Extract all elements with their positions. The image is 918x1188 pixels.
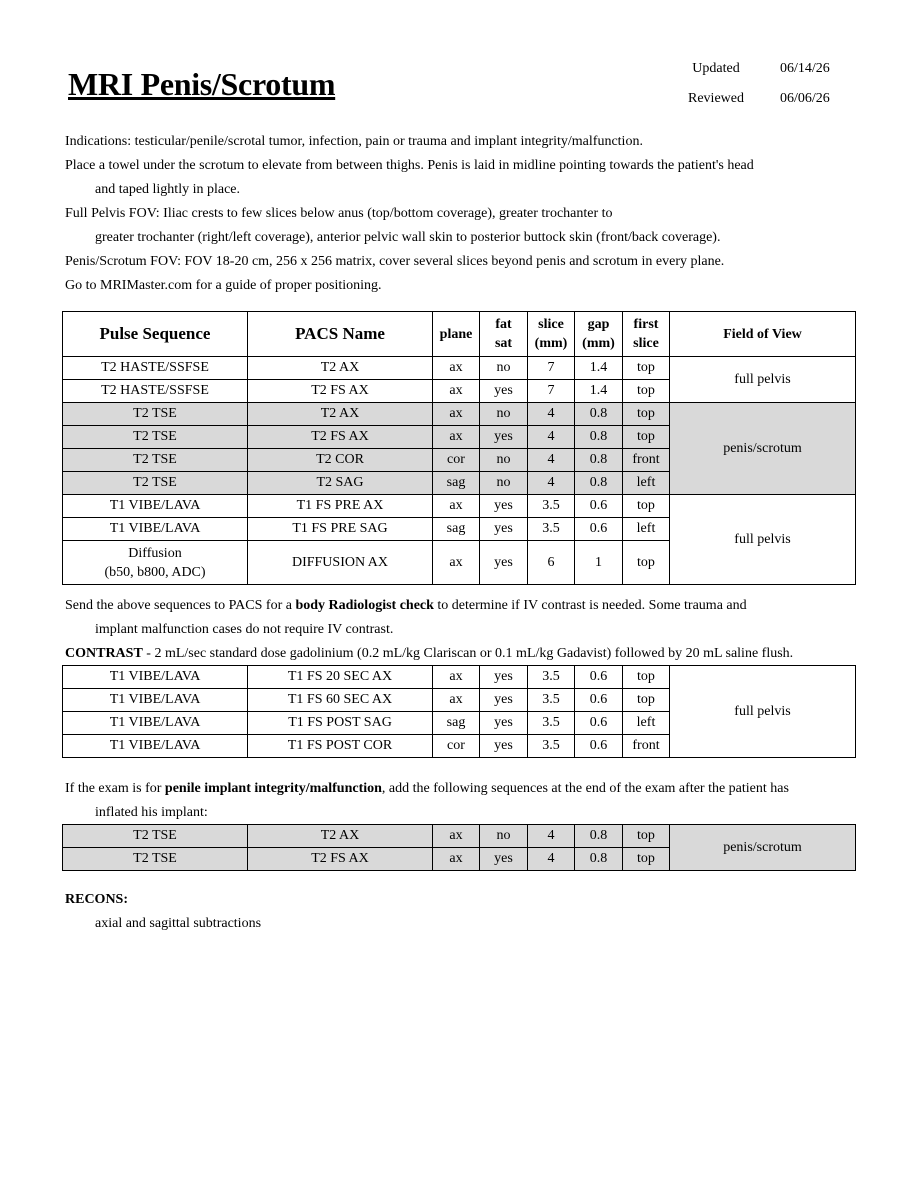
plane-cell: sag bbox=[433, 472, 480, 495]
positioning-text: Place a towel under the scrotum to elevate from between thighs. Penis is laid in midline pointing towards the patient's head bbox=[65, 158, 754, 173]
note1-line1 bbox=[65, 594, 855, 618]
pacs-cell: T1 FS POST SAG bbox=[248, 712, 433, 735]
table-row bbox=[63, 825, 856, 848]
fov-cell: penis/scrotum bbox=[670, 403, 856, 495]
reviewed-value: 06/06/26 bbox=[780, 91, 830, 106]
gap-cell: 0.8 bbox=[575, 472, 623, 495]
slice-cell: 3.5 bbox=[528, 735, 575, 758]
pacs-cell: T2 COR bbox=[248, 449, 433, 472]
first-slice-cell: front bbox=[623, 735, 670, 758]
note2-bold: penile implant integrity/malfunction bbox=[164, 781, 382, 796]
gap-cell: 0.8 bbox=[575, 449, 623, 472]
fat-sat-cell: yes bbox=[480, 712, 528, 735]
pulse-cell: T2 TSE bbox=[63, 472, 248, 495]
plane-cell: ax bbox=[433, 541, 480, 585]
first-slice-cell: top bbox=[623, 848, 670, 871]
table-row bbox=[63, 666, 856, 689]
contrast-text: - 2 mL/sec standard dose gadolinium (0.2 mL/kg Clariscan or 0.1 mL/kg Gadavist) followed by 20 mL saline flush. bbox=[142, 646, 794, 661]
gap-cell: 0.8 bbox=[575, 848, 623, 871]
header-gap bbox=[575, 312, 623, 357]
pulse-cell: T1 VIBE/LAVA bbox=[63, 689, 248, 712]
gap-cell: 0.6 bbox=[575, 689, 623, 712]
note1-bold: body Radiologist check bbox=[295, 598, 434, 613]
header-fat-sat-1: fat bbox=[495, 317, 512, 332]
header-slice-2: (mm) bbox=[534, 336, 568, 351]
first-slice-cell: top bbox=[623, 403, 670, 426]
header-pulse-sequence: Pulse Sequence bbox=[63, 312, 248, 357]
pacs-cell: T1 FS 20 SEC AX bbox=[248, 666, 433, 689]
note1-pre: Send the above sequences to PACS for a bbox=[65, 598, 296, 613]
table-header-row bbox=[63, 312, 856, 357]
slice-cell: 4 bbox=[528, 426, 575, 449]
intro-section bbox=[65, 130, 865, 298]
fat-sat-cell: yes bbox=[480, 541, 528, 585]
table-row bbox=[63, 495, 856, 518]
positioning-text-cont: and taped lightly in place. bbox=[95, 182, 241, 197]
pacs-cell: T2 AX bbox=[248, 403, 433, 426]
gap-cell: 0.6 bbox=[575, 712, 623, 735]
implant-note bbox=[65, 777, 855, 825]
note2-pre: If the exam is for bbox=[65, 781, 165, 796]
gap-cell: 1.4 bbox=[575, 380, 623, 403]
slice-cell: 4 bbox=[528, 472, 575, 495]
header-first-2: slice bbox=[633, 336, 659, 351]
contrast-label: CONTRAST bbox=[65, 646, 143, 661]
page-title: MRI Penis/Scrotum bbox=[68, 66, 336, 102]
gap-cell: 0.6 bbox=[575, 495, 623, 518]
plane-cell: ax bbox=[433, 689, 480, 712]
fat-sat-cell: yes bbox=[480, 495, 528, 518]
note2-post: , add the following sequences at the end of the exam after the patient has bbox=[381, 781, 789, 796]
fov-cell: penis/scrotum bbox=[670, 825, 856, 871]
note2-line2: inflated his implant: bbox=[95, 805, 208, 820]
pacs-cell: T2 AX bbox=[248, 825, 433, 848]
first-slice-cell: top bbox=[623, 426, 670, 449]
fat-sat-cell: no bbox=[480, 825, 528, 848]
fat-sat-cell: yes bbox=[480, 380, 528, 403]
note1-line2: implant malfunction cases do not require IV contrast. bbox=[95, 622, 394, 637]
pulse-cell: T2 HASTE/SSFSE bbox=[63, 380, 248, 403]
pacs-cell: T2 SAG bbox=[248, 472, 433, 495]
first-slice-cell: top bbox=[623, 495, 670, 518]
full-pelvis-fov-text: Full Pelvis FOV: Iliac crests to few slices below anus (top/bottom coverage), greater trochanter to bbox=[65, 206, 613, 221]
pacs-cell: T1 FS 60 SEC AX bbox=[248, 689, 433, 712]
plane-cell: ax bbox=[433, 495, 480, 518]
gap-cell: 0.6 bbox=[575, 735, 623, 758]
fat-sat-cell: yes bbox=[480, 666, 528, 689]
fat-sat-cell: no bbox=[480, 449, 528, 472]
fat-sat-cell: yes bbox=[480, 689, 528, 712]
pacs-cell: T2 FS AX bbox=[248, 426, 433, 449]
slice-cell: 3.5 bbox=[528, 689, 575, 712]
header-first-1: first bbox=[633, 317, 659, 332]
implant-sequence-table bbox=[62, 824, 856, 871]
full-pelvis-fov-text-cont: greater trochanter (right/left coverage), anterior pelvic wall skin to posterior buttock skin (front/back coverage). bbox=[95, 230, 721, 245]
pacs-cell: T1 FS PRE SAG bbox=[248, 518, 433, 541]
pulse-cell: T1 VIBE/LAVA bbox=[63, 712, 248, 735]
pulse-cell: T1 VIBE/LAVA bbox=[63, 495, 248, 518]
header-field-of-view: Field of View bbox=[670, 312, 856, 357]
pulse-cell: T2 TSE bbox=[63, 449, 248, 472]
updated-row bbox=[670, 61, 850, 91]
slice-cell: 3.5 bbox=[528, 666, 575, 689]
pacs-cell: T1 FS PRE AX bbox=[248, 495, 433, 518]
fat-sat-cell: yes bbox=[480, 848, 528, 871]
fov-cell: full pelvis bbox=[670, 357, 856, 403]
pacs-cell: T2 AX bbox=[248, 357, 433, 380]
plane-cell: ax bbox=[433, 380, 480, 403]
updated-value: 06/14/26 bbox=[780, 61, 830, 76]
gap-cell: 1.4 bbox=[575, 357, 623, 380]
gap-cell: 0.8 bbox=[575, 403, 623, 426]
header-pacs-name: PACS Name bbox=[248, 312, 433, 357]
plane-cell: ax bbox=[433, 666, 480, 689]
plane-cell: sag bbox=[433, 518, 480, 541]
plane-cell: cor bbox=[433, 735, 480, 758]
pulse-cell: T1 VIBE/LAVA bbox=[63, 518, 248, 541]
header-first-slice bbox=[623, 312, 670, 357]
pulse-cell: T2 TSE bbox=[63, 403, 248, 426]
fat-sat-cell: no bbox=[480, 472, 528, 495]
first-slice-cell: top bbox=[623, 689, 670, 712]
plane-cell: ax bbox=[433, 825, 480, 848]
header-slice bbox=[528, 312, 575, 357]
pulse-cell: T2 TSE bbox=[63, 825, 248, 848]
plane-cell: ax bbox=[433, 426, 480, 449]
pulse-cell bbox=[63, 541, 248, 585]
pacs-cell: T2 FS AX bbox=[248, 848, 433, 871]
header-slice-1: slice bbox=[538, 317, 564, 332]
pacs-cell: T2 FS AX bbox=[248, 380, 433, 403]
first-slice-cell: top bbox=[623, 541, 670, 585]
header-gap-2: (mm) bbox=[582, 336, 615, 351]
fat-sat-cell: no bbox=[480, 403, 528, 426]
plane-cell: cor bbox=[433, 449, 480, 472]
reviewed-row bbox=[670, 91, 850, 121]
slice-cell: 4 bbox=[528, 403, 575, 426]
slice-cell: 3.5 bbox=[528, 712, 575, 735]
indications-text: Indications: testicular/penile/scrotal tumor, infection, pain or trauma and implant integrity/malfunction. bbox=[65, 134, 643, 149]
pacs-cell: DIFFUSION AX bbox=[248, 541, 433, 585]
note1-post: to determine if IV contrast is needed. Some trauma and bbox=[433, 598, 747, 613]
pulse-cell: T1 VIBE/LAVA bbox=[63, 735, 248, 758]
plane-cell: sag bbox=[433, 712, 480, 735]
fat-sat-cell: yes bbox=[480, 426, 528, 449]
gap-cell: 0.8 bbox=[575, 825, 623, 848]
gap-cell: 0.6 bbox=[575, 518, 623, 541]
pulse-cell-line2: (b50, b800, ADC) bbox=[104, 564, 206, 580]
header-plane: plane bbox=[433, 312, 480, 357]
contrast-line bbox=[65, 642, 855, 666]
first-slice-cell: top bbox=[623, 666, 670, 689]
recons-label: RECONS: bbox=[65, 892, 129, 907]
gap-cell: 0.6 bbox=[575, 666, 623, 689]
fat-sat-cell: no bbox=[480, 357, 528, 380]
pacs-cell: T1 FS POST COR bbox=[248, 735, 433, 758]
fov-cell: full pelvis bbox=[670, 495, 856, 585]
slice-cell: 6 bbox=[528, 541, 575, 585]
first-slice-cell: left bbox=[623, 518, 670, 541]
fat-sat-cell: yes bbox=[480, 518, 528, 541]
plane-cell: ax bbox=[433, 848, 480, 871]
fat-sat-cell: yes bbox=[480, 735, 528, 758]
contrast-sequence-table bbox=[62, 665, 856, 758]
pulse-cell-line1: Diffusion bbox=[128, 545, 182, 561]
gap-cell: 0.8 bbox=[575, 426, 623, 449]
header-gap-1: gap bbox=[587, 317, 610, 332]
updated-label: Updated bbox=[692, 61, 740, 76]
first-slice-cell: top bbox=[623, 357, 670, 380]
header-fat-sat bbox=[480, 312, 528, 357]
reviewed-label: Reviewed bbox=[688, 91, 744, 106]
slice-cell: 4 bbox=[528, 848, 575, 871]
fov-cell: full pelvis bbox=[670, 666, 856, 758]
penis-scrotum-fov-text: Penis/Scrotum FOV: FOV 18-20 cm, 256 x 256 matrix, cover several slices beyond penis and scrotum in every plane. bbox=[65, 254, 725, 269]
slice-cell: 4 bbox=[528, 825, 575, 848]
table-row bbox=[63, 403, 856, 426]
plane-cell: ax bbox=[433, 357, 480, 380]
slice-cell: 7 bbox=[528, 357, 575, 380]
revision-dates bbox=[670, 61, 850, 121]
recons-text: axial and sagittal subtractions bbox=[95, 916, 262, 931]
first-slice-cell: left bbox=[623, 472, 670, 495]
pulse-cell: T1 VIBE/LAVA bbox=[63, 666, 248, 689]
first-slice-cell: top bbox=[623, 380, 670, 403]
mrimaster-text: Go to MRIMaster.com for a guide of proper positioning. bbox=[65, 278, 382, 293]
plane-cell: ax bbox=[433, 403, 480, 426]
slice-cell: 3.5 bbox=[528, 518, 575, 541]
pulse-cell: T2 TSE bbox=[63, 426, 248, 449]
pulse-cell: T2 HASTE/SSFSE bbox=[63, 357, 248, 380]
gap-cell: 1 bbox=[575, 541, 623, 585]
recons-section bbox=[65, 888, 865, 936]
first-slice-cell: top bbox=[623, 825, 670, 848]
first-slice-cell: front bbox=[623, 449, 670, 472]
slice-cell: 4 bbox=[528, 449, 575, 472]
slice-cell: 7 bbox=[528, 380, 575, 403]
header-fat-sat-2: sat bbox=[494, 336, 513, 351]
sequence-table bbox=[62, 311, 856, 585]
first-slice-cell: left bbox=[623, 712, 670, 735]
table-row bbox=[63, 357, 856, 380]
slice-cell: 3.5 bbox=[528, 495, 575, 518]
note2-line1 bbox=[65, 777, 855, 801]
radiologist-check-note bbox=[65, 594, 855, 666]
pulse-cell: T2 TSE bbox=[63, 848, 248, 871]
